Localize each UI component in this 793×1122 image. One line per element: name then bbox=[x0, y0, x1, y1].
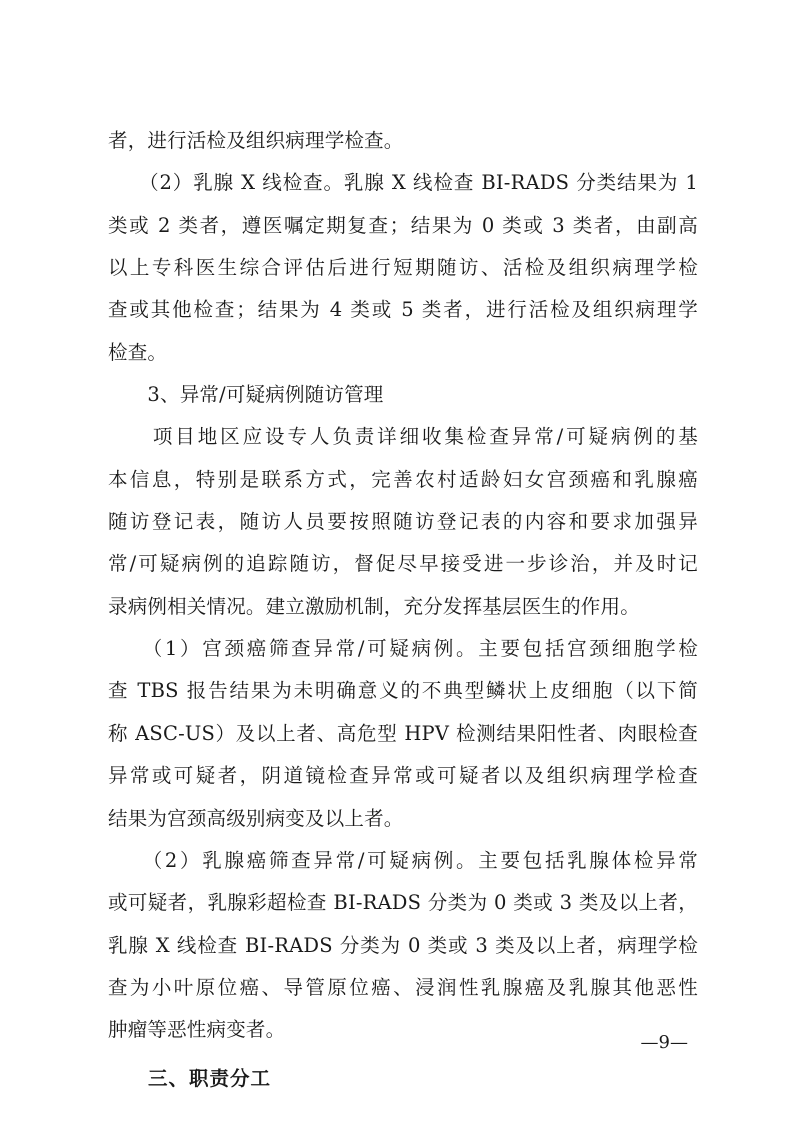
text-line: 者，进行活检及组织病理学检查。 bbox=[108, 129, 404, 152]
text-line: 或可疑者，乳腺彩超检查 BI-RADS 分类为 0 类或 3 类及以上者， bbox=[108, 891, 698, 915]
section-heading: 三、职责分工 bbox=[148, 1066, 272, 1090]
text-line: 类或 2 类者，遵医嘱定期复查；结果为 0 类或 3 类者，由副高 bbox=[108, 213, 698, 237]
text-line: 结果为宫颈高级别病变及以上者。 bbox=[108, 806, 404, 830]
text-line: 查为小叶原位癌、导管原位癌、浸润性乳腺癌及乳腺其他恶性 bbox=[108, 975, 698, 999]
text-line: 查 TBS 报告结果为未明确意义的不典型鳞状上皮细胞（以下简 bbox=[108, 679, 698, 703]
text-line: 肿瘤等恶性病变者。 bbox=[108, 1018, 286, 1042]
text-line: （1）宫颈癌筛查异常/可疑病例。主要包括宫颈细胞学检 bbox=[108, 637, 698, 661]
text-line: 常/可疑病例的追踪随访，督促尽早接受进一步诊治，并及时记 bbox=[108, 552, 698, 576]
subsection-heading: 3、异常/可疑病例随访管理 bbox=[108, 383, 384, 407]
text-line: （2）乳腺 X 线检查。乳腺 X 线检查 BI-RADS 分类结果为 1 bbox=[108, 171, 698, 195]
page-number: —9— bbox=[640, 1032, 688, 1053]
text-line: 异常或可疑者，阴道镜检查异常或可疑者以及组织病理学检查 bbox=[108, 764, 698, 788]
text-line: 本信息，特别是联系方式，完善农村适龄妇女宫颈癌和乳腺癌 bbox=[108, 467, 698, 491]
text-line: 以上专科医生综合评估后进行短期随访、活检及组织病理学检 bbox=[108, 256, 698, 280]
text-line: 乳腺 X 线检查 BI-RADS 分类为 0 类或 3 类及以上者，病理学检 bbox=[108, 933, 698, 957]
text-line: 查或其他检查；结果为 4 类或 5 类者，进行活检及组织病理学 bbox=[108, 298, 698, 322]
text-line: 项目地区应设专人负责详细收集检查异常/可疑病例的基 bbox=[108, 425, 698, 449]
text-line: 检查。 bbox=[108, 340, 168, 364]
text-line: 称 ASC-US）及以上者、高危型 HPV 检测结果阳性者、肉眼检查 bbox=[108, 721, 698, 745]
text-line: 录病例相关情况。建立激励机制，充分发挥基层医生的作用。 bbox=[108, 594, 640, 618]
document-body bbox=[108, 120, 698, 1100]
text-line: （2）乳腺癌筛查异常/可疑病例。主要包括乳腺体检异常 bbox=[108, 848, 698, 872]
text-line: 随访登记表，随访人员要按照随访登记表的内容和要求加强异 bbox=[108, 510, 698, 534]
